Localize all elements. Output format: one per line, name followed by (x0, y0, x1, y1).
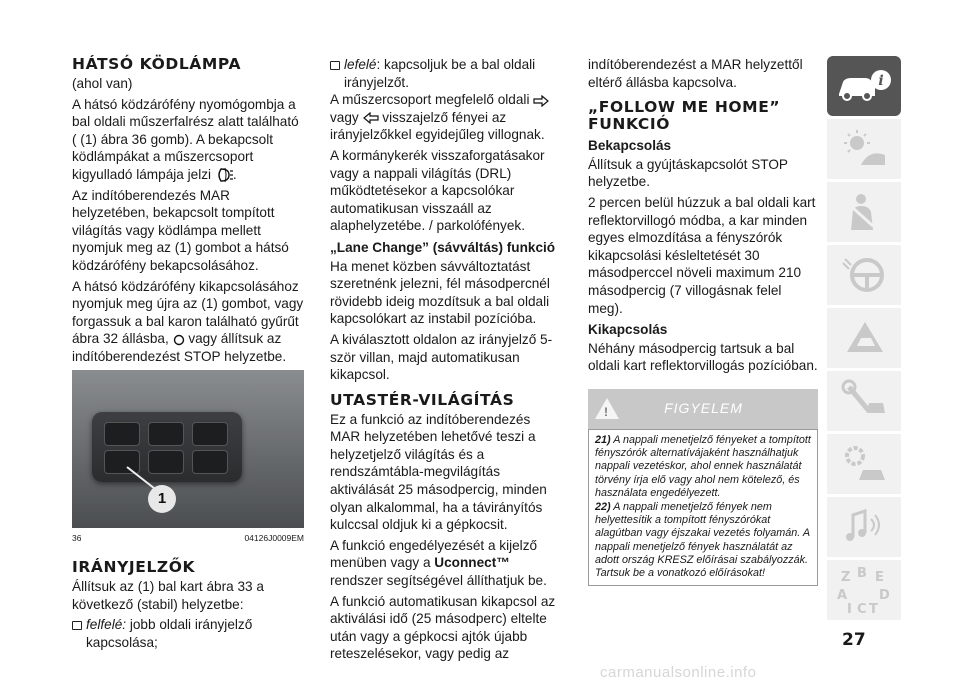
bullet-icon (72, 621, 82, 630)
list-item: lefelé: kapcsoljuk be a bal oldali irányjelzőt. (330, 56, 562, 91)
svg-text:I: I (847, 602, 852, 615)
tab-index[interactable] (827, 560, 901, 620)
warning-title: FIGYELEM (664, 400, 743, 417)
tab-emergency[interactable] (827, 308, 901, 368)
column-1 (72, 56, 304, 651)
svg-text:E: E (875, 570, 884, 585)
svg-text:C: C (857, 602, 867, 615)
paragraph: Az indítóberendezés MAR helyzetében, bekapcsolt tompított világítás vagy ködlámpa mellett nyomjuk meg az (1) gombot a hátsó ködzárófény bekapcsolásához. (72, 187, 289, 273)
footer-watermark: carmanualsonline.info (600, 664, 757, 681)
arrow-left-icon (363, 112, 379, 124)
wrench-car-icon (839, 379, 889, 423)
rear-fog-light-icon (215, 167, 233, 183)
warning-header (588, 389, 818, 429)
steering-wheel-icon (839, 253, 889, 297)
figure-number: 36 (72, 532, 82, 543)
figure-caption (72, 530, 304, 548)
svg-text:A: A (837, 588, 848, 603)
paragraph: A funkció engedélyezését a kijelző menüben vagy a Uconnect™ rendszer segítségével állíthatjuk be. (330, 537, 547, 589)
figure-rear-fog-button-photo (72, 370, 304, 528)
paragraph: A kiválasztott oldalon az irányjelző 5-ször villan, majd automatikusan kikapcsol. (330, 331, 553, 383)
switch-button (192, 450, 228, 474)
column-2 (330, 56, 562, 666)
heading-follow-me-home: „FOLLOW ME HOME” FUNKCIÓ (588, 98, 781, 134)
switch-button (192, 422, 228, 446)
tab-car-info[interactable] (827, 56, 901, 116)
svg-text:D: D (879, 588, 890, 603)
alphabet-index-icon (835, 565, 893, 615)
seat-belt-icon (839, 190, 889, 234)
paragraph: A funkció automatikusan kikapcsol az aktiválási idő (25 másodperc) eltelte után vagy a gépkocsi ajtók újabb reteszelésekor, vagy pedig az (330, 593, 556, 662)
chapter-sidebar (827, 56, 901, 623)
svg-text:B: B (857, 566, 867, 581)
arrow-right-icon (533, 95, 549, 107)
heading-deactivation: Kikapcsolás (588, 322, 668, 338)
ring-position-icon (173, 334, 185, 346)
sun-dashboard-icon (839, 127, 889, 171)
figure-code: 04126J0009EM (244, 532, 304, 543)
heading-interior-light: UTASTÉR-VILÁGÍTÁS (330, 390, 515, 409)
gear-car-icon (839, 442, 889, 486)
heading-indicators: IRÁNYJELZŐK (72, 558, 196, 577)
svg-text:T: T (869, 602, 878, 615)
page-number: 27 (842, 630, 866, 650)
warning-item: 21) A nappali menetjelző fényeket a tompított fényszórók alternatívájaként használhatjuk nappali vezetéskor, ahol ennek használatát törvény írja elő vagy ahol nem kötelező, és használata engedélyezett. (595, 433, 811, 499)
svg-text:Z: Z (841, 570, 851, 585)
paragraph: A hátsó ködzárófény nyomógombja a bal oldali műszerfalrész alatt található ( (1) ábra 36 gomb). A bekapcsolt ködlámpákat a műszercsoport kigyulladó lámpája jelzi . (72, 96, 299, 182)
tab-lights[interactable] (827, 119, 901, 179)
paragraph: Állítsuk az (1) bal kart ábra 33 a következő (stabil) helyzetbe: (72, 579, 264, 612)
paragraph: Ez a funkció az indítóberendezés MAR helyzetében lehetővé teszi a helyzetjelző világítás és a rendszámtábla-megvilágítás aktiválását 25 másodpercig, minden olyan alkalommal, ha a távirányítós kulccsal oldjuk ki a gépkocsit. (330, 411, 547, 533)
paragraph: indítóberendezést a MAR helyzettől eltérő állásba kapcsolva. (588, 57, 803, 90)
warning-body (588, 429, 818, 586)
heading-activation: Bekapcsolás (588, 138, 672, 154)
switch-button (148, 450, 184, 474)
switch-button (148, 422, 184, 446)
paragraph: Ha menet közben sávváltoztatást szeretnénk jelezni, fél másodpercnél rövidebb ideig mozdítsuk a bal oldali kapcsolókart az instabil pozícióba. (330, 258, 550, 327)
callout-number: 1 (148, 485, 176, 513)
list-item: felfelé: jobb oldali irányjelző kapcsolása; (72, 616, 304, 651)
tab-safety[interactable] (827, 182, 901, 242)
rear-fog-switch-button (104, 450, 140, 474)
paragraph: Állítsuk a gyújtáskapcsolót STOP helyzetbe. (588, 156, 788, 190)
warning-box (588, 389, 818, 586)
bullet-icon (330, 61, 340, 70)
car-info-icon (835, 66, 893, 106)
svg-text:i: i (878, 73, 884, 89)
paragraph: A kormánykerék visszaforgatásakor vagy a nappali világítás (DRL) működtetésekor a kapcsolókar automatikusan visszaáll az alaphelyzetébe. / parkolófények. (330, 147, 545, 234)
paragraph: Néhány másodpercig tartsuk a bal oldali kart reflektorvillogás pozícióban. (588, 340, 818, 374)
tab-driving[interactable] (827, 245, 901, 305)
warning-triangle-icon: ! (595, 398, 619, 419)
paragraph: (ahol van) (72, 76, 133, 91)
paragraph: A műszercsoport megfelelő oldali vagy visszajelző fényei az irányjelzőkkel egyidejűleg villognak. (330, 91, 562, 144)
tab-multimedia[interactable] (827, 497, 901, 557)
warning-item: 22) A nappali menetjelző fények nem helyettesítik a tompított fényszórókat alagútban vagy éjszakai vezetés folyamán. A nappali menetjelző fények használatát az adott ország KRESZ előírásai szabályozzák. Tartsuk be a vonatkozó előírásokat! (595, 500, 810, 579)
heading-rear-fog: HÁTSÓ KÖDLÁMPA (72, 55, 242, 73)
paragraph: 2 percen belül húzzuk a bal oldali kart reflektorvillogó módba, a kar minden egyes elmozdítása a fényszórók kikapcsolási késleltetését 30 másodperccel növeli maximum 210 másodpercig (7 villogásnak felel meg). (588, 194, 816, 316)
column-3 (588, 56, 818, 586)
tab-service[interactable] (827, 371, 901, 431)
music-signal-icon (839, 505, 889, 549)
switch-button (104, 422, 140, 446)
switch-panel (92, 412, 242, 482)
warning-car-icon (839, 316, 889, 360)
paragraph: A hátsó ködzárófény kikapcsolásához nyomjuk meg újra az (1) gombot, vagy forgassuk a bal karon található gyűrűt ábra 32 állásba, vagy állítsuk az indítóberendezést STOP helyzetbe. (72, 278, 304, 364)
heading-lane-change: „Lane Change” (sávváltás) funkció (330, 239, 556, 255)
tab-technical[interactable] (827, 434, 901, 494)
